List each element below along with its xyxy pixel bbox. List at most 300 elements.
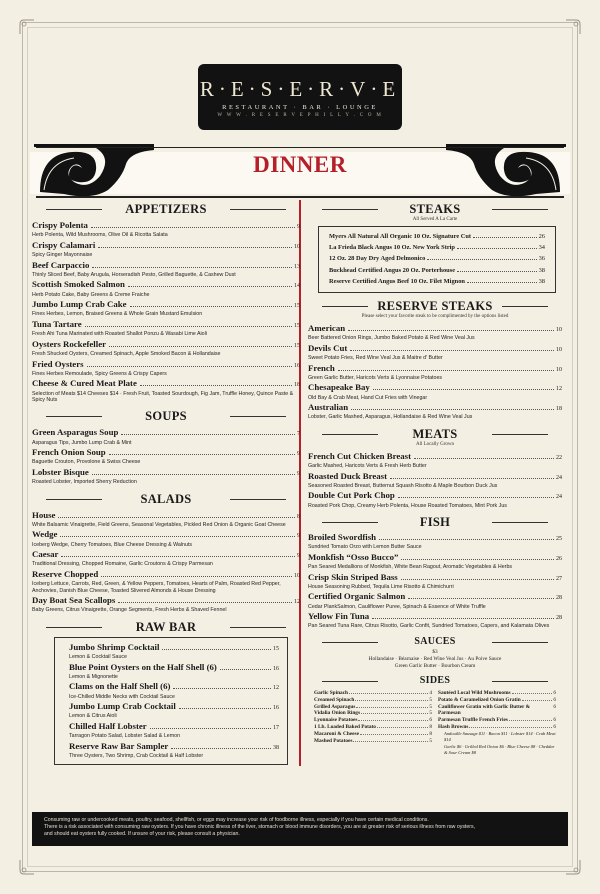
- menu-item-description: Seasoned Roasted Breast, Butternut Squash Risotto & Maple Bourbon Duck Jus: [308, 482, 498, 489]
- menu-item-row: [329, 232, 545, 242]
- menu-item: [308, 343, 562, 362]
- health-disclaimer: [32, 812, 568, 846]
- menu-item-description: Green Garlic Butter, Haricots Verts & Lyonnaise Potatoes: [308, 374, 443, 381]
- dot-leader: [414, 458, 554, 459]
- menu-item-row: [69, 741, 279, 753]
- menu-item-price: 12: [294, 599, 300, 606]
- menu-item-name: Australian: [308, 402, 349, 413]
- menu-item: [32, 529, 300, 548]
- steaks-list: [329, 232, 545, 287]
- dot-leader: [162, 649, 271, 650]
- menu-item-price: 10: [556, 346, 562, 353]
- menu-item-description: Sundried Tomato Orzo with Lemon Butter Sauce: [308, 544, 422, 551]
- disclaimer-line-1: Consuming raw or undercooked meats, poultry, seafood, shellfish, or eggs may increase your risk of foodborne illness, especially if you have certain medical conditions.: [44, 817, 429, 823]
- menu-item-price: 34: [538, 244, 545, 252]
- menu-item-description: Selection of Meats $14 Cheeses $14 · Fresh Fruit, Toasted Sourdough, Fig Jam, Truffle Honey, Quince Paste & Spicy Nuts: [32, 390, 294, 403]
- menu-item: [308, 490, 562, 509]
- dot-leader: [92, 474, 295, 475]
- menu-item-row: [308, 552, 562, 564]
- dot-leader: [61, 556, 295, 557]
- logo-wordmark: R·E·S·E·R·V·E: [199, 77, 401, 101]
- dot-leader: [390, 478, 554, 479]
- menu-item-price: 27: [556, 575, 562, 582]
- left-column: [32, 200, 300, 765]
- menu-item-row: [32, 529, 300, 541]
- side-item: [438, 704, 556, 718]
- menu-item-row: [69, 701, 279, 713]
- menu-item-row: [32, 279, 300, 291]
- menu-item-row: [329, 266, 545, 276]
- menu-item: [32, 378, 300, 403]
- menu-item-description: Pan Seared Tuna Rare, Citrus Risotto, Garlic Confit, Sundried Tomatoes, Capers, and Kalamata Olives: [308, 623, 550, 630]
- menu-item-name: La Frieda Black Angus 10 Oz. New York Strip: [329, 244, 455, 252]
- side-item-name: 1 Lb. Loaded Baked Potato: [314, 724, 376, 731]
- menu-item-name: Broiled Swordfish: [308, 531, 377, 542]
- dot-leader: [355, 700, 428, 701]
- sauces-line-2: Green Garlic Butter · Bourbon Cream: [394, 662, 476, 669]
- dot-leader: [377, 727, 428, 728]
- menu-item: [32, 447, 300, 466]
- menu-item-row: [308, 343, 562, 355]
- menu-item-name: Lobster Bisque: [32, 466, 89, 477]
- menu-item-description: Traditional Dressing, Chopped Romaine, Garlic Croutons & Crispy Parmesan: [32, 561, 213, 568]
- steaks-note: All Served A La Carte: [412, 217, 458, 222]
- dot-leader: [338, 370, 554, 371]
- menu-item-row: [32, 378, 300, 390]
- rawbar-list: [69, 642, 279, 760]
- sauces-line-1: Hollandaise · Béarnaise · Red Wine Veal Jus · Au Poive Sauce: [368, 655, 502, 662]
- menu-item-description: Pan Seared Medallions of Monkfish, White Bean Ragout, Aromatic Vegetables & Herbs: [308, 563, 513, 570]
- side-addons-line-1: Andouille Sausage $11 · Bacon $11 · Lobster $14 · Crab Meat $14: [444, 731, 556, 743]
- menu-item-description: Asparagus Tips, Jumbo Lump Crab & Mint: [32, 439, 132, 446]
- menu-item: [32, 319, 300, 338]
- menu-item-name: Buckhead Certified Angus 20 Oz. Porterhouse: [329, 266, 456, 274]
- menu-item-row: [32, 339, 300, 351]
- dot-leader: [469, 727, 552, 728]
- logo-tagline: RESTAURANT · BAR · LOUNGE: [222, 104, 378, 111]
- menu-item-name: Chesapeake Bay: [308, 382, 370, 393]
- right-swirl-ornament-icon: [446, 92, 566, 197]
- menu-item-name: Wedge: [32, 529, 58, 540]
- side-item-name: Vidalia Onion Rings: [314, 710, 361, 717]
- menu-item-price: 10: [556, 366, 562, 373]
- dot-leader: [350, 350, 554, 351]
- dot-leader: [118, 602, 292, 603]
- side-item-name: Potato & Caramelized Onion Gratin: [438, 696, 521, 703]
- menu-item-price: 28: [556, 595, 562, 602]
- menu-item-price: 18: [294, 382, 300, 389]
- page-title: DINNER: [253, 152, 347, 177]
- menu-item-price: 10: [556, 326, 562, 333]
- menu-item-name: Blue Point Oysters on the Half Shell (6): [69, 661, 217, 672]
- menu-item-row: [308, 572, 562, 584]
- dot-leader: [92, 267, 292, 268]
- menu-item-row: [32, 510, 300, 522]
- menu-item: [308, 552, 562, 571]
- menu-item-price: 24: [556, 474, 562, 481]
- menu-item-price: 26: [556, 555, 562, 562]
- menu-item-description: Roasted Pork Chop, Creamy Herb Polenta, House Roasted Tomatoes, Mint Pork Jus: [308, 502, 507, 509]
- dot-leader: [353, 741, 428, 742]
- fish-list: [308, 532, 562, 630]
- salads-list: [32, 510, 300, 614]
- dot-leader: [109, 454, 295, 455]
- menu-item-description: Herb Potato Cake, Baby Greens & Creme Fraiche: [32, 291, 150, 298]
- menu-item-row: [308, 451, 562, 463]
- menu-item-description: House Seasoning Rubbed, Tequila Lime Risotto & Chimichurri: [308, 583, 454, 590]
- dot-leader: [509, 720, 552, 721]
- menu-item-name: Scottish Smoked Salmon: [32, 279, 125, 290]
- side-item-price: 8: [429, 731, 432, 738]
- side-item-name: Mashed Potatoes: [314, 738, 353, 745]
- steaks-box: [318, 226, 556, 293]
- menu-item-description: Fresh Ahi Tuna Marinated with Roasted Shallot Ponzu & Wasabi Lime Aioli: [32, 331, 207, 338]
- menu-item-name: Reserve Raw Bar Sampler: [69, 740, 169, 751]
- menu-item-row: [308, 611, 562, 623]
- menu-item-price: 10: [294, 243, 300, 250]
- menu-item-row: [32, 359, 300, 371]
- side-item: [314, 724, 432, 731]
- menu-item: [32, 339, 300, 358]
- side-item-price: 6: [553, 696, 556, 703]
- menu-item-price: 9: [297, 224, 300, 230]
- menu-item-name: Jumbo Lump Crab Cake: [32, 299, 127, 310]
- dot-leader: [401, 579, 554, 580]
- menu-item-price: 16: [273, 665, 279, 672]
- menu-item-price: 8: [297, 513, 300, 520]
- menu-item: [329, 266, 545, 276]
- menu-item-row: [32, 240, 300, 252]
- reserve-steaks-heading: RESERVE STEAKS: [308, 299, 562, 313]
- menu-item: [32, 569, 300, 594]
- menu-item-row: [329, 254, 545, 264]
- side-item-price: 5: [429, 738, 432, 745]
- menu-item: [32, 467, 300, 486]
- side-item-name: Macaroni & Cheese: [314, 731, 359, 738]
- menu-item-name: Certified Organic Salmon: [308, 591, 406, 602]
- menu-item-row: [308, 532, 562, 544]
- menu-item-price: 25: [556, 535, 562, 542]
- menu-item-price: 17: [273, 724, 279, 731]
- dot-leader: [150, 728, 271, 729]
- menu-item: [308, 611, 562, 630]
- sides-grid: [308, 690, 562, 756]
- menu-item-row: [308, 402, 562, 414]
- menu-item-row: [308, 323, 562, 335]
- side-item-price: 6: [553, 689, 556, 696]
- menu-item-row: [32, 595, 300, 607]
- menu-item-name: Oysters Rockefeller: [32, 338, 107, 349]
- menu-item-description: Roasted Lobster, Imported Sherry Reduction: [32, 479, 137, 486]
- appetizers-list: [32, 220, 300, 403]
- dot-leader: [522, 700, 553, 701]
- side-item-price: 4: [429, 689, 432, 696]
- menu-item-description: Iceberg Lettuce, Carrots, Red, Green, & Yellow Peppers, Tomatoes, Hearts of Palm, Roasted Red Pepper, Anchovies, Danish Blue Cheese, Toasted Slivered Almonds & House Dressing: [32, 581, 281, 594]
- side-addons-line-2: Garlic $6 · Grilled Red Onion $6 · Blue Cheese $8 · Cheddar & Sour Cream $8: [444, 743, 555, 755]
- menu-item-row: [329, 277, 545, 287]
- menu-item-price: 9: [297, 533, 300, 540]
- dot-leader: [130, 306, 292, 307]
- menu-item: [329, 277, 545, 287]
- menu-item-price: 14: [294, 283, 300, 290]
- menu-item: [32, 240, 300, 259]
- side-item-price: 5: [429, 710, 432, 717]
- menu-item-price: 15: [294, 342, 300, 349]
- menu-item-description: Thinly Sliced Beef, Baby Arugula, Horseradish Pesto, Grilled Baguette, & Cashew Dust: [32, 271, 236, 278]
- sauces-price: $3: [432, 648, 438, 655]
- menu-item-price: 38: [538, 277, 545, 285]
- dot-leader: [401, 559, 554, 560]
- menu-item-name: Chilled Half Lobster: [69, 720, 147, 731]
- menu-item-description: Baguette Crouton, Provolone & Swiss Cheese: [32, 459, 141, 466]
- menu-item-row: [308, 382, 562, 394]
- meats-list: [308, 451, 562, 509]
- menu-item-description: Garlic Mashed, Haricots Verts & Fresh Herb Butter: [308, 462, 427, 469]
- menu-item-description: Herb Polenta, Wild Mushrooms, Olive Oil & Ricotta Salata: [32, 232, 168, 239]
- menu-item-name: Crisp Skin Striped Bass: [308, 571, 398, 582]
- menu-item: [69, 701, 279, 720]
- dot-leader: [87, 366, 292, 367]
- menu-item-name: Caesar: [32, 549, 59, 560]
- menu-item-description: Old Bay & Crab Meat, Hand Cut Fries with Vinegar: [308, 394, 428, 401]
- dot-leader: [373, 389, 554, 390]
- menu-item-description: Fines Herbes, Lemon, Braised Greens & Whole Grain Mustard Emulsion: [32, 311, 203, 318]
- side-item: [314, 717, 432, 724]
- menu-item-row: [32, 569, 300, 581]
- meats-note: All Locally Grown: [415, 441, 455, 447]
- menu-item-price: 12: [273, 685, 279, 692]
- dot-leader: [372, 618, 554, 619]
- menu-item-description: Lobster, Garlic Mashed, Asparagus, Hollandaise & Red Wine Veal Jus: [308, 414, 473, 421]
- menu-item-description: Lemon & Cocktail Sauce: [69, 654, 128, 660]
- menu-item-price: 15: [294, 303, 300, 310]
- corner-ornament-icon: [564, 858, 582, 876]
- menu-item-price: 16: [294, 362, 300, 369]
- menu-item: [69, 662, 279, 681]
- dot-leader: [379, 539, 554, 540]
- side-item: [314, 704, 432, 711]
- side-item: [314, 731, 432, 738]
- menu-item-name: Clams on the Half Shell (6): [69, 681, 171, 692]
- menu-item: [308, 363, 562, 382]
- dot-leader: [398, 497, 554, 498]
- menu-item-name: Cheese & Cured Meat Plate: [32, 378, 137, 389]
- dot-leader: [356, 707, 428, 708]
- rawbar-box: [54, 637, 288, 765]
- menu-item-row: [32, 299, 300, 311]
- menu-item-price: 10: [294, 572, 300, 579]
- menu-item-row: [308, 591, 562, 603]
- menu-item-row: [308, 490, 562, 502]
- side-item: [314, 697, 432, 704]
- side-item: [438, 690, 556, 697]
- menu-item: [32, 510, 300, 529]
- dot-leader: [171, 748, 271, 749]
- menu-item: [69, 721, 279, 740]
- dot-leader: [361, 713, 428, 714]
- menu-item: [329, 232, 545, 242]
- menu-item: [308, 382, 562, 401]
- corner-ornament-icon: [564, 18, 582, 36]
- menu-item-name: Devils Cut: [308, 342, 348, 353]
- menu-item-description: White Balsamic Vinaigrette, Field Greens, Seasonal Vegetables, Pickled Red Onion & Organic Goat Cheese: [32, 521, 286, 528]
- corner-ornament-icon: [18, 18, 36, 36]
- reserve-steaks-list: [308, 323, 562, 421]
- side-item: [438, 697, 556, 704]
- menu-item: [32, 427, 300, 446]
- dot-leader: [220, 669, 271, 670]
- right-column: [308, 200, 562, 756]
- menu-item-name: Jumbo Lump Crab Cocktail: [69, 701, 176, 712]
- menu-item-row: [69, 681, 279, 693]
- menu-item-row: [32, 427, 300, 439]
- menu-item-name: Green Asparagus Soup: [32, 427, 119, 438]
- side-item-price: 6: [553, 703, 556, 710]
- menu-item-price: 24: [556, 494, 562, 501]
- menu-item-price: 36: [538, 255, 545, 263]
- dot-leader: [91, 227, 295, 228]
- menu-item-name: Crispy Calamari: [32, 239, 96, 250]
- menu-item: [32, 595, 300, 614]
- side-item: [314, 738, 432, 745]
- menu-item-name: Jumbo Shrimp Cocktail: [69, 641, 160, 652]
- soups-heading: SOUPS: [32, 409, 300, 423]
- menu-item-description: Fines Herbes Remoulade, Spicy Greens & Crispy Capers: [32, 370, 167, 377]
- dot-leader: [473, 237, 537, 238]
- menu-item-description: Fresh Shucked Oysters, Creamed Spinach, Apple Smoked Bacon & Hollandaise: [32, 350, 221, 357]
- menu-item-name: French: [308, 362, 335, 373]
- steaks-heading: STEAKS: [308, 202, 562, 216]
- menu-item: [32, 299, 300, 318]
- side-item-name: Cauliflower Gratin with Garlic Butter & Parmesan: [438, 703, 531, 717]
- menu-item-description: Cedar PlankSalmon, Cauliflower Puree, Spinach & Essence of White Truffle: [308, 603, 486, 610]
- menu-item-row: [69, 662, 279, 674]
- menu-item-name: Tuna Tartare: [32, 318, 82, 329]
- meats-heading: MEATS: [308, 427, 562, 441]
- menu-item-row: [308, 363, 562, 375]
- dot-leader: [98, 247, 292, 248]
- salads-heading: SALADS: [32, 492, 300, 506]
- menu-item-price: 26: [538, 233, 545, 240]
- dot-leader: [349, 693, 428, 694]
- menu-item: [69, 681, 279, 700]
- dot-leader: [173, 688, 271, 689]
- sides-heading: SIDES: [308, 674, 562, 688]
- menu-item-name: 12 Oz. 28 Day Dry Aged Delmonico: [329, 255, 426, 263]
- side-item-price: 5: [429, 696, 432, 703]
- menu-item-row: [32, 467, 300, 479]
- menu-item-row: [32, 260, 300, 272]
- side-item-price: 8: [429, 724, 432, 731]
- sides-right-list: [438, 690, 556, 756]
- menu-item: [32, 359, 300, 378]
- menu-item: [32, 220, 300, 239]
- menu-item: [329, 243, 545, 253]
- menu-item-description: Sweet Potato Fries, Red Wine Veal Jus & Maitre d' Butter: [308, 354, 443, 361]
- menu-item-name: Double Cut Pork Chop: [308, 490, 395, 501]
- menu-item-description: Lemon & Citrus Aioli: [69, 713, 117, 720]
- side-item-price: 6: [553, 717, 556, 724]
- dot-leader: [467, 282, 537, 283]
- side-item-name: Garlic Spinach: [314, 689, 348, 696]
- rawbar-heading: RAW BAR: [32, 620, 300, 634]
- menu-item-description: Iceberg Wedge, Cherry Tomatoes, Blue Cheese Dressing & Walnuts: [32, 541, 193, 548]
- menu-item: [308, 451, 562, 470]
- menu-item: [308, 402, 562, 421]
- menu-item-name: Fried Oysters: [32, 358, 84, 369]
- menu-item: [69, 741, 279, 760]
- fish-heading: FISH: [308, 515, 562, 529]
- disclaimer-line-2: There is a risk associated with consuming raw oysters. If you have chronic illness of the liver, stomach or blood immune disorders, you are at greater risk of serious illness from raw oysters,: [44, 824, 476, 830]
- menu-item-row: [308, 471, 562, 483]
- menu-item-row: [329, 243, 545, 253]
- menu-item-row: [32, 549, 300, 561]
- soups-list: [32, 427, 300, 485]
- menu-item-description: Tarragon Potato Salad, Lobster Salad & Lemon: [69, 733, 181, 740]
- side-item: [438, 717, 556, 724]
- dot-leader: [101, 576, 292, 577]
- side-item-name: Parmesan Truffle French Fries: [438, 717, 508, 724]
- menu-item: [32, 279, 300, 298]
- menu-item-name: Reserve Chopped: [32, 568, 99, 579]
- side-item-price: 6: [429, 717, 432, 724]
- menu-item: [308, 591, 562, 610]
- menu-item-price: 9: [297, 470, 300, 477]
- dot-leader: [457, 248, 537, 249]
- appetizers-heading: APPETIZERS: [32, 202, 300, 216]
- menu-item: [329, 254, 545, 264]
- dot-leader: [360, 734, 428, 735]
- menu-item-price: 13: [294, 263, 300, 270]
- menu-item: [308, 572, 562, 591]
- dot-leader: [140, 385, 292, 386]
- side-item-price: 5: [429, 703, 432, 710]
- menu-item-price: 22: [556, 454, 562, 461]
- menu-item-price: 38: [273, 744, 279, 751]
- menu-item: [32, 260, 300, 279]
- menu-item: [308, 323, 562, 342]
- menu-item-price: 7: [297, 431, 300, 438]
- side-item-name: Creamed Spinach: [314, 696, 355, 703]
- menu-item-price: 15: [273, 645, 279, 652]
- menu-item-price: 15: [294, 322, 300, 329]
- menu-item-name: Myers All Natural All Organic 10 Oz. Signature Cut: [329, 233, 472, 240]
- menu-item-row: [32, 220, 300, 232]
- dot-leader: [348, 330, 554, 331]
- menu-item-name: Reserve Certified Angus Beef 10 Oz. Filet Mignon: [329, 277, 465, 285]
- disclaimer-line-3: and should eat oysters fully cooked. If unsure of your risk, please consult a physician.: [44, 831, 240, 837]
- menu-item-price: 12: [556, 386, 562, 393]
- side-item: [438, 724, 556, 731]
- dot-leader: [179, 708, 271, 709]
- menu-item-name: Monkfish “Osso Bucco”: [308, 551, 399, 562]
- left-swirl-ornament-icon: [34, 92, 154, 197]
- menu-item-name: French Cut Chicken Breast: [308, 450, 412, 461]
- logo-url: W W W . R E S E R V E P H I L L Y . C O M: [217, 113, 383, 118]
- dot-leader: [60, 536, 295, 537]
- menu-item-description: Spicy Ginger Mayonnaise: [32, 252, 93, 258]
- side-item-name: Lyonnaise Potatoes: [314, 717, 358, 724]
- dot-leader: [58, 517, 295, 518]
- menu-item-price: 18: [556, 406, 562, 413]
- reserve-logo: [198, 64, 402, 130]
- menu-item-row: [32, 447, 300, 459]
- menu-item-price: 9: [297, 553, 300, 560]
- menu-item: [308, 471, 562, 490]
- side-item-price: 6: [553, 724, 556, 731]
- dot-leader: [457, 271, 537, 272]
- menu-item-name: Roasted Duck Breast: [308, 470, 388, 481]
